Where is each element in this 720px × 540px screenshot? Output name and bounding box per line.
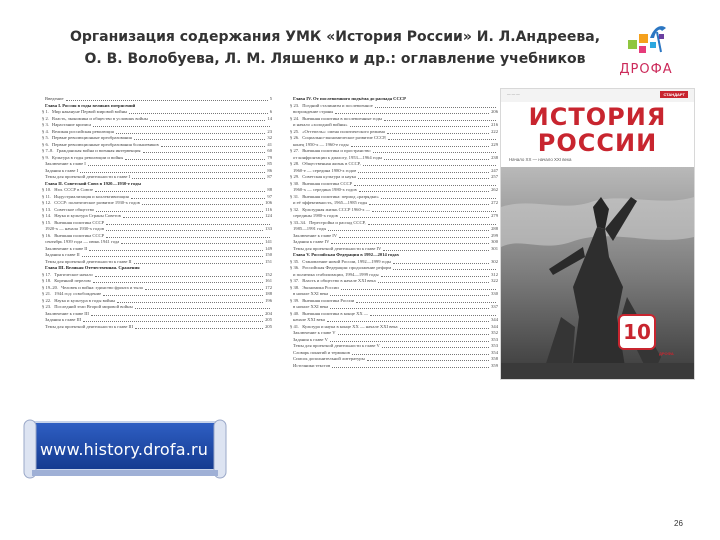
- toc-entry-page: 222: [491, 128, 498, 134]
- toc-dot-leader: [373, 152, 496, 153]
- toc-entry-page: 32: [267, 135, 272, 140]
- toc-dot-leader: [93, 282, 263, 283]
- toc-entry-title: Источники текстов: [293, 362, 331, 368]
- toc-entry-page: 97: [267, 193, 272, 199]
- toc-entry-title: Наука и культура Страны Советов: [54, 213, 121, 218]
- toc-dot-leader: [369, 204, 489, 205]
- toc-entry-page: 88: [267, 187, 272, 192]
- toc-entry-title: Наука и культура в годы войны: [54, 297, 116, 303]
- toc-entry-title: Темы для проектной деятельности к главе I: [45, 174, 131, 179]
- toc-entry-title: Заключение к главе V: [293, 330, 336, 335]
- toc-dot-leader: [332, 367, 489, 368]
- toc-entry-title: Культура и наука в конце XX — начале XXI века: [302, 323, 398, 329]
- toc-entry-title: Задания к главе II: [45, 252, 80, 257]
- toc-entry-number: § 15.: [42, 219, 52, 225]
- toc-entry-title: Внешняя политика в конце XX —: [302, 310, 369, 316]
- toc-entry-number: § 27.: [290, 148, 300, 153]
- toc-entry-title: Культурная жизнь СССР 1960-х —: [302, 206, 371, 212]
- toc-dot-leader: [66, 100, 268, 101]
- drofa-logo-text: ДРОФА: [619, 62, 673, 77]
- toc-entry-number: § 40.: [290, 310, 300, 316]
- toc-dot-leader: [381, 198, 496, 199]
- toc-dot-leader: [131, 198, 266, 199]
- toc-dot-leader: [335, 113, 489, 114]
- toc-entry-number: § 25.: [290, 128, 300, 134]
- toc-entry-title: Экономика России: [302, 284, 339, 290]
- toc-dot-leader: [341, 289, 496, 290]
- toc-dot-leader: [89, 250, 263, 251]
- toc-dot-leader: [388, 139, 496, 140]
- toc-entry-page: 352: [491, 330, 498, 335]
- toc-entry-title: Человек и война: единство фронта и тыла: [61, 284, 143, 290]
- toc-entry-page: 312: [491, 271, 498, 277]
- toc-entry-title: Темы для проектной деятельности к главе III: [45, 323, 134, 329]
- toc-dot-leader: [116, 133, 266, 134]
- toc-entry-number: § 4.: [42, 128, 49, 134]
- toc-dot-leader: [352, 354, 489, 355]
- toc-entry-title: Социально-экономическое развитие СССР,: [302, 135, 387, 140]
- toc-entry-title: Глава I. Россия в годы великих потрясений: [45, 102, 136, 108]
- toc-entry-page: 124: [265, 213, 272, 218]
- toc-dot-leader: [393, 263, 489, 264]
- toc-entry-title: середины 1980-х годов: [293, 213, 338, 218]
- toc-entry-title: Великая российская революция: [51, 128, 114, 134]
- toc-entry-title: Внешняя политика СССР: [54, 219, 105, 225]
- toc-entry-page: 161: [265, 278, 272, 283]
- toc-dot-leader: [135, 308, 270, 309]
- toc-dot-leader: [375, 107, 496, 108]
- slide-page-number: 26: [674, 519, 683, 528]
- toc-entry: [42, 324, 272, 331]
- toc-dot-leader: [367, 360, 489, 361]
- toc-entry-page: 354: [491, 349, 498, 355]
- toc-entry-number: § 33–34.: [290, 219, 307, 225]
- toc-entry-page: 23: [267, 128, 272, 134]
- toc-entry-number: § 7–8.: [42, 148, 54, 153]
- toc-entry-title: Внешняя политика и пространство: [302, 148, 371, 153]
- toc-entry-title: Заключение к главе I: [45, 161, 86, 166]
- toc-dot-leader: [88, 165, 266, 166]
- toc-entry-page: 116: [265, 206, 272, 212]
- toc-entry-title: Мир накануне Первой мировой войны: [51, 109, 128, 114]
- toc-entry-title: Российская Федерация: продолжение реформ: [302, 265, 392, 270]
- toc-entry-page: 299: [491, 232, 498, 238]
- toc-entry-number: § 21.: [42, 291, 52, 296]
- toc-dot-leader: [125, 159, 265, 160]
- toc-entry-title: Власть и общество в начале XXI века: [302, 278, 376, 283]
- toc-entry-page: 288: [491, 226, 498, 231]
- toc-entry-number: § 38.: [290, 284, 300, 290]
- toc-entry-page: 279: [491, 213, 498, 218]
- toc-entry-number: § 28.: [290, 161, 300, 166]
- toc-entry-title: Советское общество: [54, 206, 95, 212]
- toc-entry-number: § 17.: [42, 271, 52, 277]
- toc-entry-title: Задания к главе I: [45, 167, 79, 173]
- toc-entry-number: § 13.: [42, 206, 52, 212]
- toc-entry-page: 344: [491, 317, 498, 322]
- toc-dot-leader: [134, 263, 264, 264]
- toc-dot-leader: [161, 146, 266, 147]
- toc-dot-leader: [327, 321, 489, 322]
- toc-dot-leader: [350, 126, 490, 127]
- toc-dot-leader: [106, 230, 263, 231]
- toc-entry-title: Задания к главе IV: [293, 239, 330, 244]
- toc-dot-leader: [106, 237, 270, 238]
- toc-entry-title: Нэп. СССР в Союзе: [54, 187, 94, 192]
- toc-entry-title: Становление новой России, 1992—1999 годы: [302, 258, 392, 264]
- toc-entry-page: 141: [265, 239, 272, 244]
- toc-dot-leader: [351, 146, 490, 147]
- toc-entry-number: § 10.: [42, 187, 52, 192]
- toc-entry-number: § 12.: [42, 200, 52, 205]
- toc-entry-page: 6: [269, 109, 272, 114]
- toc-entry-title: Заключение к главе II: [45, 245, 88, 251]
- toc-middle-column: [290, 96, 498, 369]
- toc-entry-page: 85: [267, 161, 272, 166]
- toc-dot-leader: [83, 321, 263, 322]
- toc-dot-leader: [368, 224, 496, 225]
- toc-entry-page: 216: [491, 122, 498, 127]
- toc-entry-page: 344: [491, 323, 498, 329]
- cover-title-line2: РОССИИ: [537, 129, 658, 157]
- toc-entry-page: 151: [265, 258, 272, 264]
- toc-entry-title: Глава V. Российская Федерация в 1992—2014 годах: [293, 252, 399, 257]
- toc-dot-leader: [103, 295, 263, 296]
- toc-entry-title: Первые революционные преобразования большевиков: [51, 141, 159, 147]
- toc-entry-number: § 32.: [290, 206, 300, 212]
- site-url-link[interactable]: www.history.drofa.ru: [40, 440, 209, 459]
- toc-entry-title: в начале XXI века: [293, 304, 329, 309]
- toc-entry-title: Глава IV. От послевоенного подъёма до распада СССР: [293, 96, 406, 101]
- toc-entry-page: 106: [265, 200, 272, 205]
- toc-entry-page: 14: [267, 115, 272, 121]
- toc-entry-page: 247: [491, 167, 498, 173]
- toc-entry-title: Поздний сталинизм и послевоенное: [302, 102, 373, 108]
- toc-entry-title: сентябрь 1939 года — июнь 1941 года: [45, 239, 120, 244]
- toc-dot-leader: [356, 302, 496, 303]
- toc-entry-title: Заключение к главе III: [45, 310, 89, 316]
- toc-entry-title: Внешняя политика СССР: [302, 180, 353, 186]
- toc-entry: [290, 363, 498, 370]
- toc-entry-page: 257: [491, 174, 498, 179]
- toc-entry-title: Первые революционные преобразования: [51, 135, 132, 140]
- toc-dot-leader: [80, 172, 265, 173]
- toc-entry-number: § 9.: [42, 154, 49, 160]
- toc-entry-number: § 23.: [290, 102, 300, 108]
- toc-dot-leader: [370, 315, 496, 316]
- toc-entry-title: Список дополнительной литературы: [293, 356, 365, 361]
- toc-dot-leader: [330, 295, 489, 296]
- toc-entry-page: 301: [491, 245, 498, 251]
- toc-entry-title: Нарастание кризиса: [51, 122, 92, 127]
- toc-entry-number: § 22.: [42, 297, 52, 303]
- toc-entry-page: 206: [491, 109, 498, 114]
- toc-entry-title: Заключение к главе IV: [293, 232, 338, 238]
- toc-entry-page: 302: [491, 258, 498, 264]
- toc-entry-number: § 24.: [290, 115, 300, 121]
- toc-entry-number: § 1.: [42, 109, 49, 114]
- toc-entry-page: 353: [491, 343, 498, 348]
- toc-dot-leader: [330, 308, 489, 309]
- toc-entry-title: Темы для проектной деятельности к главе V: [293, 343, 380, 348]
- toc-entry-title: Перестройка и распад СССР,: [309, 219, 366, 225]
- toc-dot-leader: [338, 334, 490, 335]
- cover-monument-image: [501, 167, 694, 379]
- toc-dot-leader: [384, 159, 489, 160]
- toc-entry-title: Темы для проектной деятельности к главе II: [45, 258, 132, 264]
- toc-entry-title: Индустриализация и коллективизация: [54, 193, 129, 199]
- toc-dot-leader: [96, 211, 263, 212]
- toc-dot-leader: [143, 152, 266, 153]
- toc-entry-title: Культура в годы революции и войны: [51, 154, 124, 160]
- toc-dot-leader: [363, 165, 496, 166]
- toc-entry-title: 1985—1991 годы: [293, 226, 327, 231]
- toc-entry-number: § 18.: [42, 278, 52, 283]
- toc-entry-title: Внешняя политика СССР: [54, 232, 105, 238]
- toc-entry-title: Темы для проектной деятельности к главе IV: [293, 245, 382, 251]
- toc-entry-title: Советская культура и наука: [302, 174, 356, 179]
- toc-entry-number: § 16.: [42, 232, 52, 238]
- toc-dot-leader: [393, 269, 496, 270]
- toc-entry-title: Гражданская война и военная интервенция: [56, 148, 141, 153]
- toc-entry-page: 133: [265, 226, 272, 231]
- toc-entry-page: 238: [491, 154, 498, 160]
- toc-entry-number: § 30.: [290, 180, 300, 186]
- toc-entry-number: § 23.: [42, 304, 52, 309]
- toc-entry-number: § 2.: [42, 115, 49, 121]
- toc-entry-number: § 31.: [290, 193, 300, 199]
- toc-dot-leader: [93, 126, 270, 127]
- toc-dot-leader: [358, 178, 489, 179]
- toc-entry-number: § 37.: [290, 278, 300, 283]
- toc-entry-title: Последний этап Второй мировой войны: [54, 304, 133, 309]
- toc-entry-title: 1960-е — середина 1980-х годов: [293, 167, 357, 173]
- toc-dot-leader: [339, 237, 489, 238]
- toc-entry-page: 229: [491, 141, 498, 147]
- toc-dot-leader: [400, 328, 490, 329]
- toc-entry-number: § 11.: [42, 193, 52, 199]
- toc-entry-page: 196: [265, 297, 272, 303]
- toc-entry-title: 1920-х — начала 1930-х годов: [45, 226, 104, 231]
- toc-left-column: [42, 96, 272, 330]
- toc-entry-title: Глава II. Советский Союз в 1920—1930-е годы: [45, 180, 142, 186]
- toc-entry-title: 1960-х — середина 1980-х годов: [293, 187, 357, 192]
- toc-entry-number: § 14.: [42, 213, 52, 218]
- toc-entry-title: Введение: [45, 96, 64, 101]
- toc-entry-page: 337: [491, 304, 498, 309]
- toc-entry-title: Внешняя политика: период «разрядки»: [302, 193, 379, 199]
- toc-dot-leader: [387, 133, 489, 134]
- toc-entry-page: 41: [267, 141, 272, 147]
- toc-entry-number: § 6.: [42, 141, 49, 147]
- toc-dot-leader: [328, 230, 489, 231]
- toc-entry-page: 60: [267, 148, 272, 153]
- toc-entry-title: Общественная жизнь в СССР,: [302, 161, 361, 166]
- toc-entry-page: 87: [267, 174, 272, 179]
- toc-entry-title: и её эффективность, 1965—1985 годы: [293, 200, 368, 205]
- toc-entry-page: 152: [265, 271, 272, 277]
- cover-authors: — — —: [507, 92, 520, 96]
- toc-entry-title: Внешняя политика России: [302, 297, 355, 303]
- toc-entry-page: 330: [491, 291, 498, 296]
- toc-dot-leader: [372, 211, 496, 212]
- toc-entry-number: § 35.: [290, 258, 300, 264]
- toc-entry-page: 150: [265, 252, 272, 257]
- toc-dot-leader: [382, 347, 489, 348]
- toc-dot-leader: [121, 243, 263, 244]
- toc-entry-page: 149: [265, 245, 272, 251]
- toc-entry-title: и политика стабилизации, 1994—1999 годы: [293, 271, 379, 277]
- toc-entry-title: Словарь понятий и терминов: [293, 349, 350, 355]
- toc-entry-number: § 26.: [290, 135, 300, 140]
- toc-dot-leader: [91, 315, 263, 316]
- cover-title-line1: ИСТОРИЯ: [528, 103, 667, 131]
- toc-entry-page: 86: [267, 167, 272, 173]
- toc-entry-number: § 36.: [290, 265, 300, 270]
- toc-entry-page: 188: [265, 291, 272, 296]
- toc-dot-leader: [359, 191, 489, 192]
- toc-entry-page: 79: [267, 154, 272, 160]
- toc-entry-title: Задания к главе V: [293, 336, 328, 342]
- slide-title-line2: О. В. Волобуева, Л. М. Ляшенко и др.: оглавление учебников: [84, 51, 586, 67]
- toc-dot-leader: [381, 276, 490, 277]
- toc-dot-leader: [150, 120, 266, 121]
- toc-entry-title: Трагическое начало: [54, 271, 93, 277]
- toc-entry-title: Глава III. Великая Отечественная. Сражения: [45, 265, 140, 270]
- toc-dot-leader: [129, 113, 268, 114]
- toc-entry-title: Задания к главе III: [45, 317, 82, 322]
- toc-dot-leader: [142, 204, 263, 205]
- drofa-logo-icon: [626, 22, 670, 60]
- textbook-cover: [500, 88, 695, 380]
- toc-entry-title: возрождение страны: [293, 109, 334, 114]
- toc-entry-page: 204: [265, 310, 272, 316]
- drofa-logo: [618, 22, 674, 82]
- toc-dot-leader: [330, 341, 489, 342]
- toc-entry-title: в начале XXI века: [293, 291, 329, 296]
- toc-dot-leader: [340, 217, 489, 218]
- toc-entry-number: § 19–20.: [42, 284, 59, 290]
- cover-publisher-mark: ДРОФА: [659, 351, 674, 356]
- toc-entry-page: 205: [265, 317, 272, 322]
- toc-entry-page: 172: [265, 284, 272, 290]
- toc-entry-page: 353: [491, 336, 498, 342]
- toc-entry-number: § 3.: [42, 122, 49, 127]
- toc-entry-page: 358: [491, 356, 498, 361]
- toc-entry-title: от конфронтации к диалогу, 1953—1964 годы: [293, 154, 383, 160]
- toc-dot-leader: [134, 139, 266, 140]
- toc-entry-title: начале XXI века: [293, 317, 325, 322]
- toc-dot-leader: [354, 185, 496, 186]
- toc-entry-page: 359: [491, 362, 498, 368]
- toc-dot-leader: [95, 191, 265, 192]
- toc-entry-title: 1944 год: освобождение: [54, 291, 102, 296]
- toc-dot-leader: [117, 302, 263, 303]
- toc-dot-leader: [384, 120, 496, 121]
- toc-entry-title: СССР: политическое развитие 1930-х годов: [54, 200, 140, 205]
- toc-entry-page: 300: [491, 239, 498, 244]
- toc-entry-page: 205: [265, 323, 272, 329]
- toc-dot-leader: [331, 243, 489, 244]
- toc-dot-leader: [132, 178, 265, 179]
- slide-title-line1: Организация содержания УМК «История России» И. Л.Андреева,: [69, 29, 601, 45]
- toc-entry-page: 262: [491, 187, 498, 192]
- toc-entry-title: Внешняя политика в послевоенные годы: [302, 115, 383, 121]
- slide-title: [60, 26, 610, 70]
- toc-entry-number: § 39.: [290, 297, 300, 303]
- cover-subtitle: Начало XX — начало XXI века: [509, 157, 572, 162]
- toc-entry-page: 322: [491, 278, 498, 283]
- toc-dot-leader: [135, 328, 263, 329]
- toc-dot-leader: [95, 276, 263, 277]
- toc-entry-title: «Оттепель»: смена политического режима: [302, 128, 385, 134]
- toc-dot-leader: [123, 217, 263, 218]
- toc-dot-leader: [82, 256, 263, 257]
- cover-standard-tag: СТАНДАРТ: [660, 91, 688, 98]
- toc-entry-page: 5: [269, 96, 272, 101]
- toc-entry-number: § 41.: [290, 323, 300, 329]
- toc-entry-number: § 5.: [42, 135, 49, 140]
- toc-entry-page: 272: [491, 200, 498, 205]
- toc-dot-leader: [358, 172, 489, 173]
- toc-entry-title: Коренной перелом: [54, 278, 91, 283]
- toc-entry-title: конец 1950-х — 1960-е годы: [293, 141, 349, 147]
- toc-entry-title: и начало «холодной войны»: [293, 122, 348, 127]
- toc-dot-leader: [145, 289, 263, 290]
- cover-grade-badge: 10: [618, 314, 656, 350]
- toc-dot-leader: [106, 224, 270, 225]
- toc-entry-title: Власть, экономика и общество в условиях войны: [51, 115, 148, 121]
- toc-dot-leader: [383, 250, 489, 251]
- toc-dot-leader: [378, 282, 489, 283]
- toc-entry-number: § 29.: [290, 174, 300, 179]
